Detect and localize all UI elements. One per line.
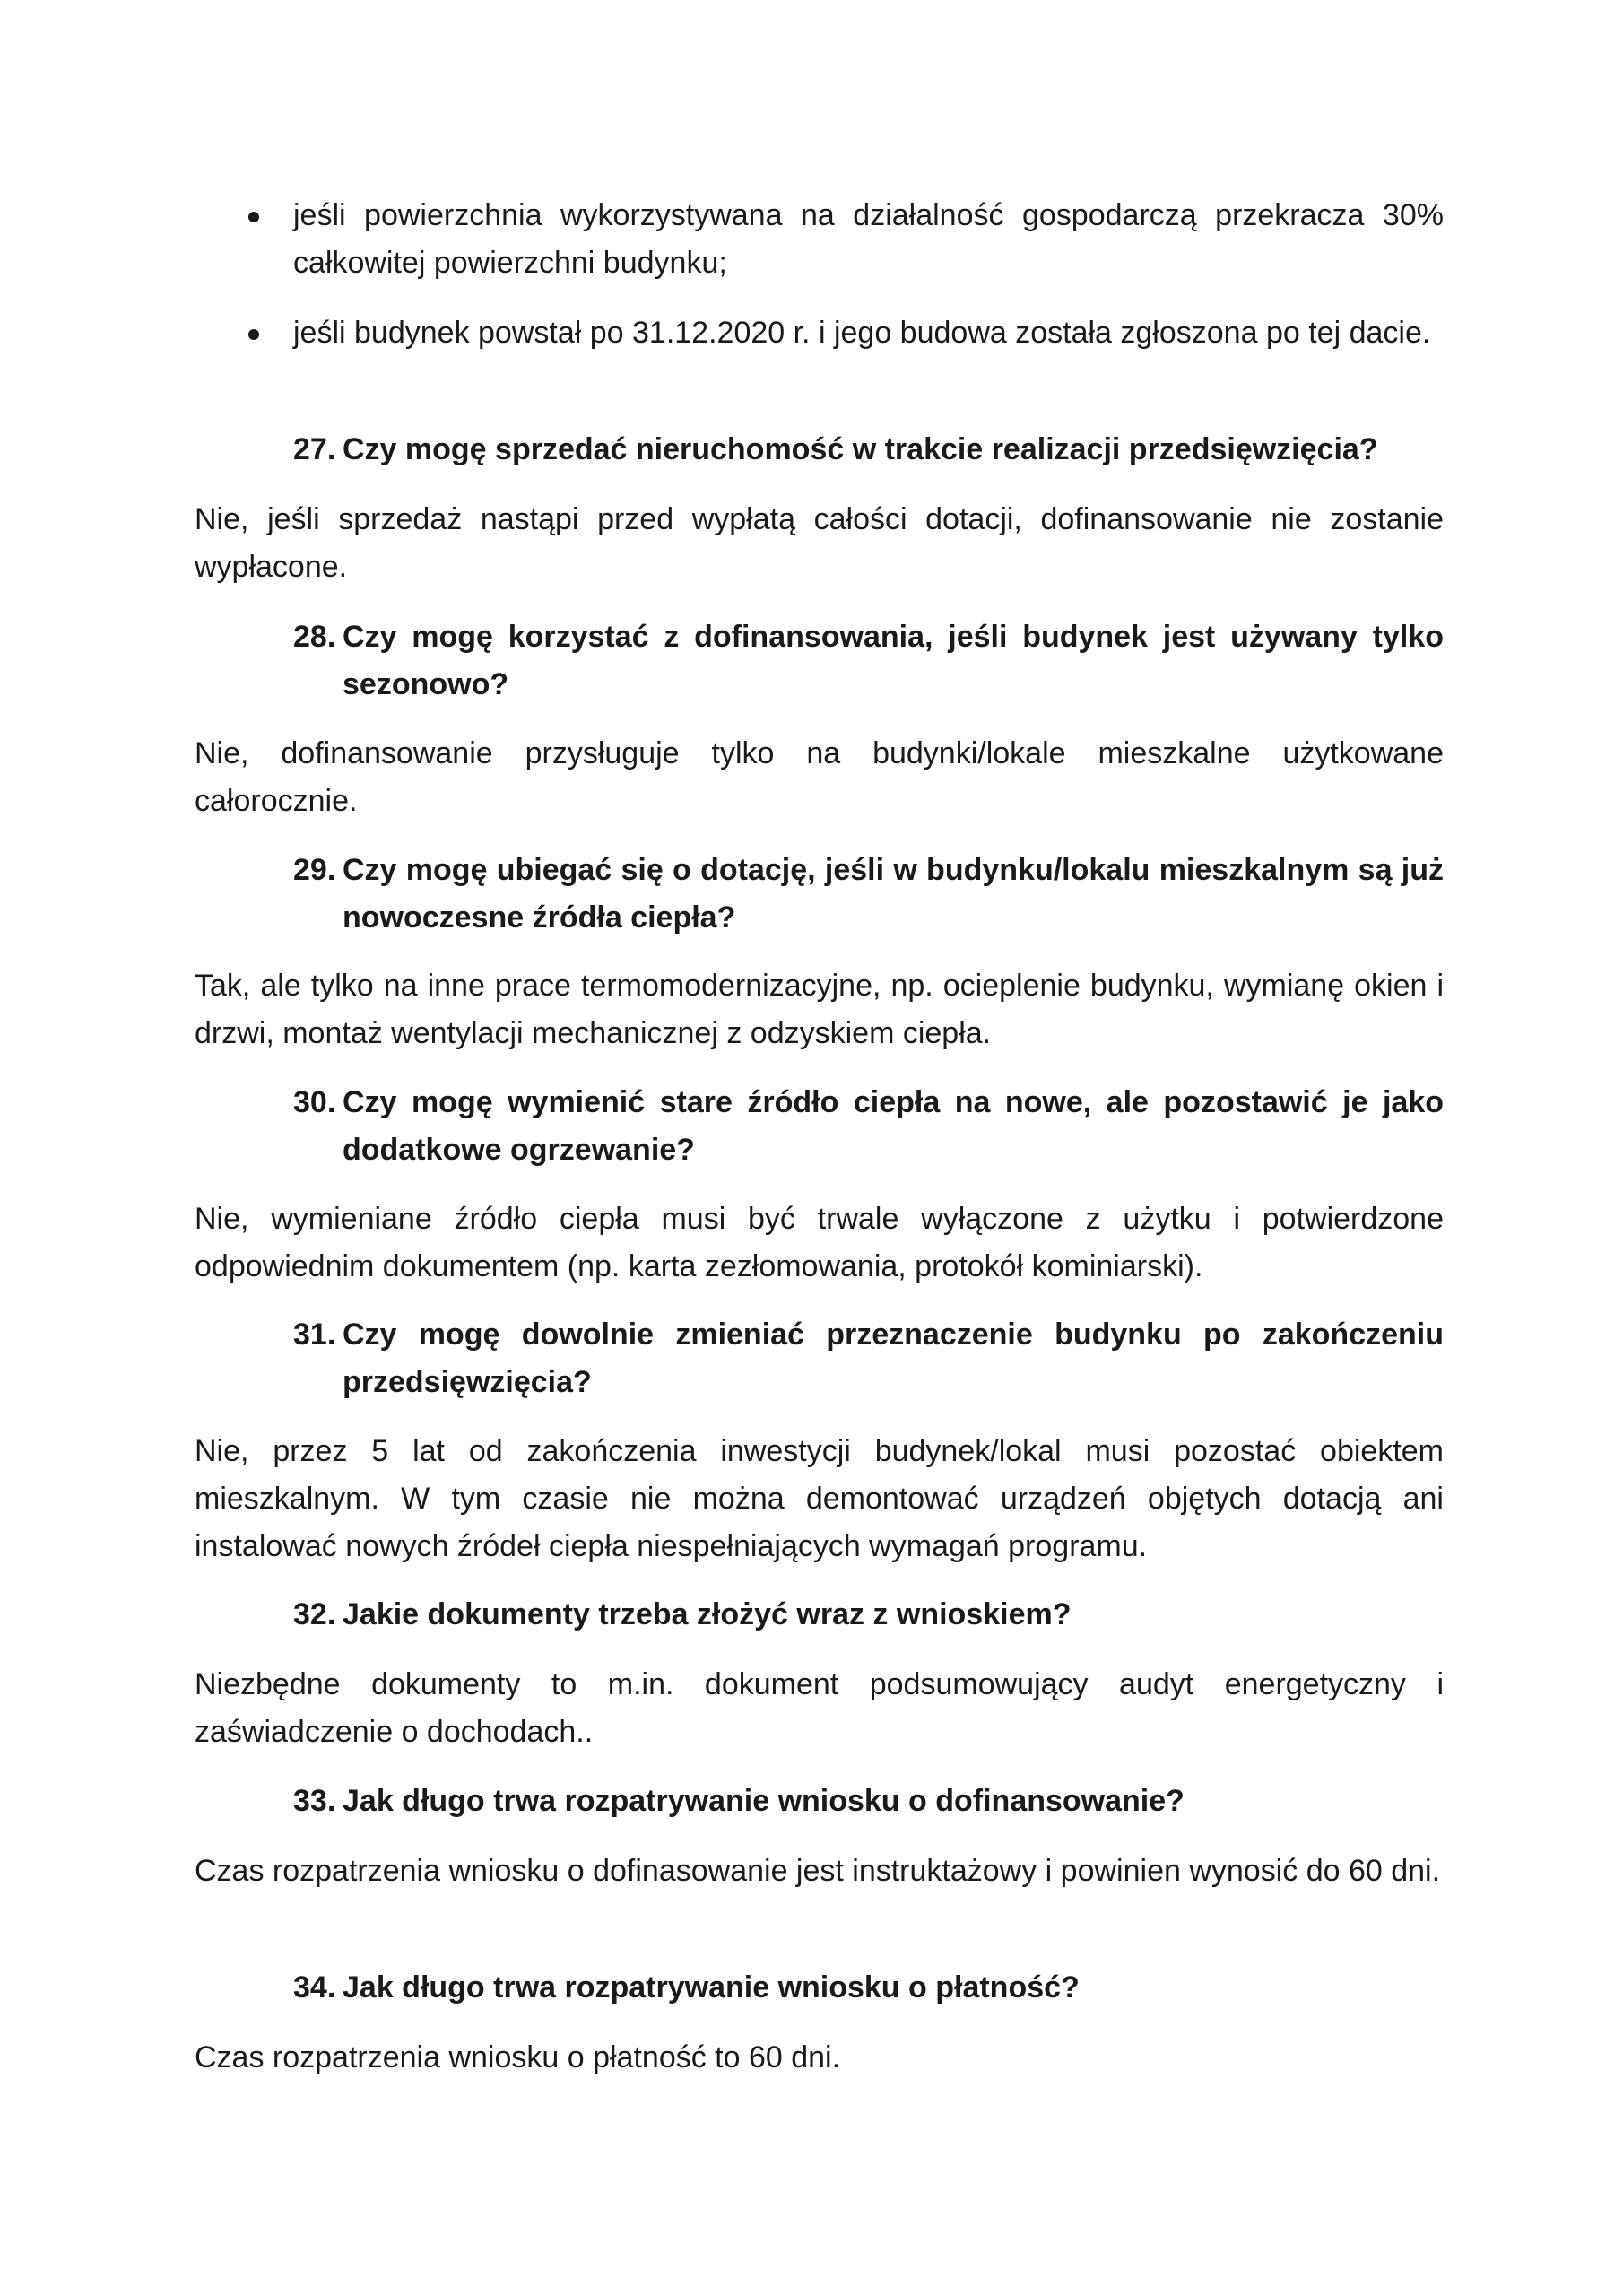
bullet-item: jeśli budynek powstał po 31.12.2020 r. i jego budowa została zgłoszona po tej dacie. — [293, 316, 1431, 350]
answer-paragraph: Nie, dofinansowanie przysługuje tylko na budynki/lokale mieszkalne użytkowane całorocznie. — [195, 736, 1444, 818]
question-heading: Czy mogę dowolnie zmieniać przeznaczenie budynku po zakończeniu przedsięwzięcia? — [343, 1318, 1444, 1399]
question-heading: Czy mogę sprzedać nieruchomość w trakcie realizacji przedsięwzięcia? — [343, 432, 1378, 466]
question-number: 30. — [293, 1085, 336, 1119]
question-number: 27. — [293, 432, 336, 466]
answer-paragraph: Niezbędne dokumenty to m.in. dokument podsumowujący audyt energetyczny i zaświadczenie o dochodach.. — [195, 1667, 1444, 1749]
question-heading: Jak długo trwa rozpatrywanie wniosku o dofinansowanie? — [343, 1784, 1185, 1818]
bullet-item: jeśli powierzchnia wykorzystywana na działalność gospodarczą przekracza 30% całkowitej powierzchni budynku; — [293, 198, 1444, 280]
bullet-dot — [248, 329, 259, 340]
answer-paragraph: Nie, wymieniane źródło ciepła musi być trwale wyłączone z użytku i potwierdzone odpowiednim dokumentem (np. karta zezłomowania, protokół kominiarski). — [195, 1202, 1444, 1283]
bullet-dot — [248, 212, 259, 222]
answer-paragraph: Nie, jeśli sprzedaż nastąpi przed wypłatą całości dotacji, dofinansowanie nie zostanie wypłacone. — [195, 502, 1444, 584]
question-heading: Jakie dokumenty trzeba złożyć wraz z wnioskiem? — [343, 1597, 1072, 1631]
question-number: 31. — [293, 1318, 336, 1352]
answer-paragraph: Nie, przez 5 lat od zakończenia inwestycji budynek/lokal musi pozostać obiektem mieszkalnym. W tym czasie nie można demontować urządzeń objętych dotacją ani instalować nowych źródeł ciepła niespełniających wymagań programu. — [195, 1434, 1444, 1563]
question-number: 32. — [293, 1597, 336, 1631]
answer-paragraph: Czas rozpatrzenia wniosku o dofinasowanie jest instruktażowy i powinien wynosić do 60 dni. — [195, 1854, 1441, 1888]
question-heading: Jak długo trwa rozpatrywanie wniosku o płatność? — [343, 1970, 1080, 2005]
answer-paragraph: Czas rozpatrzenia wniosku o płatność to 60 dni. — [195, 2040, 841, 2074]
question-heading: Czy mogę ubiegać się o dotację, jeśli w budynku/lokalu mieszkalnym są już nowoczesne źródła ciepła? — [343, 853, 1444, 935]
answer-paragraph: Tak, ale tylko na inne prace termomodernizacyjne, np. ocieplenie budynku, wymianę okien i drzwi, montaż wentylacji mechanicznej z odzyskiem ciepła. — [195, 969, 1444, 1050]
question-heading: Czy mogę korzystać z dofinansowania, jeśli budynek jest używany tylko sezonowo? — [343, 620, 1444, 701]
question-number: 28. — [293, 620, 336, 654]
question-heading: Czy mogę wymienić stare źródło ciepła na nowe, ale pozostawić je jako dodatkowe ogrzewanie? — [343, 1085, 1444, 1167]
question-number: 29. — [293, 853, 336, 887]
question-number: 33. — [293, 1784, 336, 1818]
question-number: 34. — [293, 1970, 336, 2005]
